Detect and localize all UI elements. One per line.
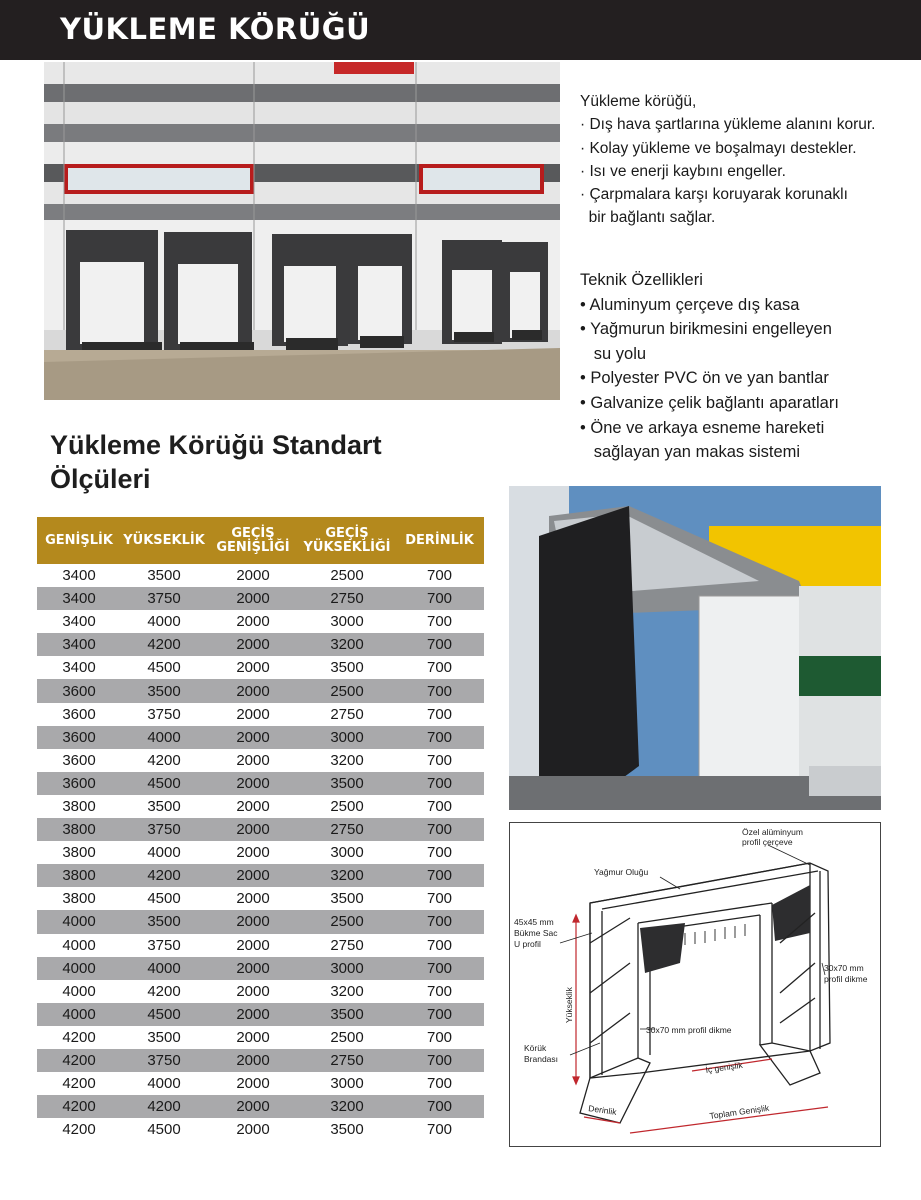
tech-item: • Aluminyum çerçeve dış kasa (580, 295, 800, 314)
table-cell: 3500 (147, 913, 181, 931)
table-row (37, 1049, 484, 1072)
tech-item: • Yağmurun birikmesini engelleyen (580, 320, 832, 339)
section-title-line: Yükleme Körüğü Standart (50, 430, 382, 460)
table-cell: 700 (426, 682, 453, 700)
table-row (37, 1095, 484, 1118)
table-cell: 2000 (236, 936, 270, 954)
table-cell: 700 (426, 659, 453, 677)
table-row (37, 564, 484, 587)
table-cell: 700 (426, 1005, 453, 1023)
header-bar (0, 0, 921, 60)
tech-item: • Öne ve arkaya esneme hareketi (580, 418, 825, 437)
table-cell: 3200 (330, 636, 364, 654)
table-cell: 3750 (147, 705, 181, 723)
table-cell: 2000 (236, 844, 270, 862)
table-cell: 2000 (236, 567, 270, 585)
page-title: YÜKLEME KÖRÜĞÜ (60, 12, 371, 46)
table-row (37, 587, 484, 610)
label-profile-frame: Özel alüminyum (742, 827, 803, 837)
table-cell: 3600 (62, 751, 96, 769)
table-cell: 2750 (330, 590, 364, 608)
svg-text:profil çerçeve: profil çerçeve (742, 837, 793, 847)
table-cell: 4000 (62, 936, 96, 954)
table-cell: 2000 (236, 636, 270, 654)
table-row (37, 703, 484, 726)
table-cell: 2000 (236, 590, 270, 608)
truck-dock-photo (509, 486, 881, 810)
table-cell: 3500 (330, 1005, 364, 1023)
table-row (37, 749, 484, 772)
table-cell: 3800 (62, 844, 96, 862)
intro-line: · Çarpmalara karşı koruyarak korunaklı (580, 186, 848, 204)
table-row (37, 887, 484, 910)
table-cell: 3200 (330, 867, 364, 885)
table-cell: 4200 (147, 1098, 181, 1116)
technical-diagram (509, 822, 881, 1147)
table-cell: 2500 (330, 913, 364, 931)
column-header: GENİŞLİK (45, 532, 113, 548)
table-cell: 2000 (236, 1121, 270, 1139)
table-cell: 3500 (330, 1121, 364, 1139)
table-cell: 3200 (330, 1098, 364, 1116)
table-cell: 700 (426, 844, 453, 862)
table-cell: 2000 (236, 1028, 270, 1046)
table-cell: 2000 (236, 1075, 270, 1093)
table-cell: 700 (426, 913, 453, 931)
tech-specs (580, 268, 920, 465)
table-row (37, 1072, 484, 1095)
table-cell: 2000 (236, 1098, 270, 1116)
table-row (37, 1026, 484, 1049)
table-cell: 2750 (330, 936, 364, 954)
table-cell: 3500 (330, 659, 364, 677)
tech-item: • Galvanize çelik bağlantı aparatları (580, 393, 839, 412)
table-cell: 3800 (62, 890, 96, 908)
table-cell: 700 (426, 797, 453, 815)
table-row (37, 1118, 484, 1141)
table-cell: 3600 (62, 705, 96, 723)
table-cell: 4000 (147, 613, 181, 631)
svg-text:Brandası: Brandası (524, 1054, 559, 1064)
table-cell: 4200 (147, 867, 181, 885)
table-cell: 700 (426, 567, 453, 585)
section-title (50, 428, 450, 496)
table-cell: 700 (426, 890, 453, 908)
table-cell: 2500 (330, 567, 364, 585)
table-row (37, 772, 484, 795)
table-cell: 2000 (236, 821, 270, 839)
table-cell: 4200 (62, 1098, 96, 1116)
table-row (37, 633, 484, 656)
table-cell: 3400 (62, 613, 96, 631)
table-row (37, 957, 484, 980)
table-body (37, 564, 484, 1141)
table-cell: 3750 (147, 821, 181, 839)
table-cell: 2750 (330, 821, 364, 839)
table-cell: 700 (426, 1052, 453, 1070)
table-cell: 3600 (62, 774, 96, 792)
table-cell: 700 (426, 1028, 453, 1046)
table-cell: 2000 (236, 1052, 270, 1070)
intro-line: Yükleme körüğü, (580, 93, 697, 110)
table-cell: 2500 (330, 1028, 364, 1046)
label-gutter: Yağmur Oluğu (594, 867, 649, 877)
table-cell: 3000 (330, 1075, 364, 1093)
table-row (37, 841, 484, 864)
table-row (37, 726, 484, 749)
tech-item: su yolu (580, 344, 647, 363)
table-cell: 2000 (236, 797, 270, 815)
table-row (37, 910, 484, 933)
table-row (37, 795, 484, 818)
tech-title: Teknik Özellikleri (580, 271, 703, 289)
table-cell: 4200 (62, 1028, 96, 1046)
table-cell: 4500 (147, 1121, 181, 1139)
table-cell: 4000 (62, 913, 96, 931)
table-cell: 3500 (147, 1028, 181, 1046)
table-cell: 2000 (236, 728, 270, 746)
table-cell: 2000 (236, 1005, 270, 1023)
column-header: GEÇİŞ GENİŞLİĞİ (216, 525, 290, 555)
table-cell: 3400 (62, 659, 96, 677)
table-cell: 3500 (147, 797, 181, 815)
table-cell: 4200 (147, 636, 181, 654)
intro-line: · Dış hava şartlarına yükleme alanını korur. (580, 116, 876, 134)
table-row (37, 864, 484, 887)
table-row (37, 934, 484, 957)
table-cell: 4000 (147, 959, 181, 977)
intro-line: · Isı ve enerji kaybını engeller. (580, 162, 786, 180)
table-cell: 3200 (330, 751, 364, 769)
table-cell: 2000 (236, 613, 270, 631)
table-cell: 3500 (147, 567, 181, 585)
table-row (37, 818, 484, 841)
table-cell: 3000 (330, 844, 364, 862)
label-upright: 30x70 mm (824, 963, 864, 973)
label-depth: Derinlik (587, 1103, 618, 1117)
table-cell: 700 (426, 1075, 453, 1093)
table-cell: 3500 (147, 682, 181, 700)
table-header (37, 517, 484, 564)
table-cell: 4200 (62, 1052, 96, 1070)
table-cell: 3000 (330, 613, 364, 631)
tech-item: sağlayan yan makas sistemi (580, 443, 801, 462)
table-cell: 2000 (236, 774, 270, 792)
label-inner-upright: 30x70 mm profil dikme (646, 1025, 732, 1035)
table-cell: 700 (426, 982, 453, 1000)
table-cell: 4500 (147, 890, 181, 908)
table-cell: 2000 (236, 982, 270, 1000)
table-cell: 700 (426, 728, 453, 746)
intro-text (580, 90, 920, 230)
table-row (37, 980, 484, 1003)
table-cell: 4500 (147, 659, 181, 677)
table-cell: 700 (426, 774, 453, 792)
table-cell: 2500 (330, 682, 364, 700)
table-cell: 2750 (330, 705, 364, 723)
table-cell: 3400 (62, 590, 96, 608)
table-cell: 3800 (62, 821, 96, 839)
column-header: DERİNLİK (405, 532, 474, 548)
label-height: Yükseklik (564, 987, 574, 1023)
table-cell: 2000 (236, 913, 270, 931)
table-row (37, 610, 484, 633)
table-cell: 3500 (330, 774, 364, 792)
table-cell: 2000 (236, 659, 270, 677)
table-cell: 4000 (147, 1075, 181, 1093)
table-cell: 3000 (330, 959, 364, 977)
table-cell: 3000 (330, 728, 364, 746)
table-row (37, 679, 484, 702)
table-cell: 3750 (147, 590, 181, 608)
table-cell: 4200 (147, 751, 181, 769)
table-row (37, 1003, 484, 1026)
svg-text:Bükme Sac: Bükme Sac (514, 928, 558, 938)
table-cell: 700 (426, 867, 453, 885)
table-cell: 3600 (62, 728, 96, 746)
table-cell: 700 (426, 1121, 453, 1139)
table-cell: 3750 (147, 1052, 181, 1070)
table-cell: 700 (426, 613, 453, 631)
table-cell: 2750 (330, 1052, 364, 1070)
table-cell: 3600 (62, 682, 96, 700)
table-cell: 700 (426, 936, 453, 954)
table-cell: 2000 (236, 890, 270, 908)
section-title-line: Ölçüleri (50, 464, 151, 494)
table-cell: 2000 (236, 867, 270, 885)
table-cell: 3800 (62, 867, 96, 885)
table-cell: 700 (426, 705, 453, 723)
table-cell: 3800 (62, 797, 96, 815)
table-cell: 2000 (236, 705, 270, 723)
table-cell: 2000 (236, 751, 270, 769)
table-cell: 4000 (62, 1005, 96, 1023)
building-photo (44, 62, 560, 400)
tech-item: • Polyester PVC ön ve yan bantlar (580, 369, 829, 388)
table-cell: 3500 (330, 890, 364, 908)
dimensions-table (37, 517, 484, 1141)
table-cell: 4000 (62, 959, 96, 977)
table-cell: 700 (426, 1098, 453, 1116)
table-cell: 4200 (147, 982, 181, 1000)
table-cell: 2500 (330, 797, 364, 815)
label-inner-width: İç genişlik (704, 1059, 744, 1075)
table-cell: 700 (426, 821, 453, 839)
table-cell: 2000 (236, 959, 270, 977)
column-header: GEÇİŞ YÜKSEKLİĞİ (303, 525, 391, 555)
table-cell: 2000 (236, 682, 270, 700)
svg-text:profil dikme: profil dikme (824, 974, 868, 984)
table-row (37, 656, 484, 679)
table-cell: 3200 (330, 982, 364, 1000)
table-cell: 4000 (147, 844, 181, 862)
label-total-width: Toplam Genişlik (708, 1102, 770, 1121)
intro-line: · Kolay yükleme ve boşalmayı destekler. (580, 139, 857, 157)
table-cell: 3750 (147, 936, 181, 954)
table-cell: 4000 (62, 982, 96, 1000)
table-cell: 4500 (147, 1005, 181, 1023)
table-cell: 4000 (147, 728, 181, 746)
table-cell: 700 (426, 959, 453, 977)
label-sheet-profile: 45x45 mm (514, 917, 554, 927)
label-canvas: Körük (524, 1043, 547, 1053)
table-cell: 700 (426, 751, 453, 769)
table-cell: 700 (426, 636, 453, 654)
svg-text:U profil: U profil (514, 939, 541, 949)
table-cell: 3400 (62, 636, 96, 654)
table-cell: 4200 (62, 1121, 96, 1139)
table-cell: 700 (426, 590, 453, 608)
table-cell: 4500 (147, 774, 181, 792)
intro-line: bir bağlantı sağlar. (580, 209, 716, 227)
table-cell: 3400 (62, 567, 96, 585)
table-cell: 4200 (62, 1075, 96, 1093)
column-header: YÜKSEKLİK (123, 532, 205, 548)
